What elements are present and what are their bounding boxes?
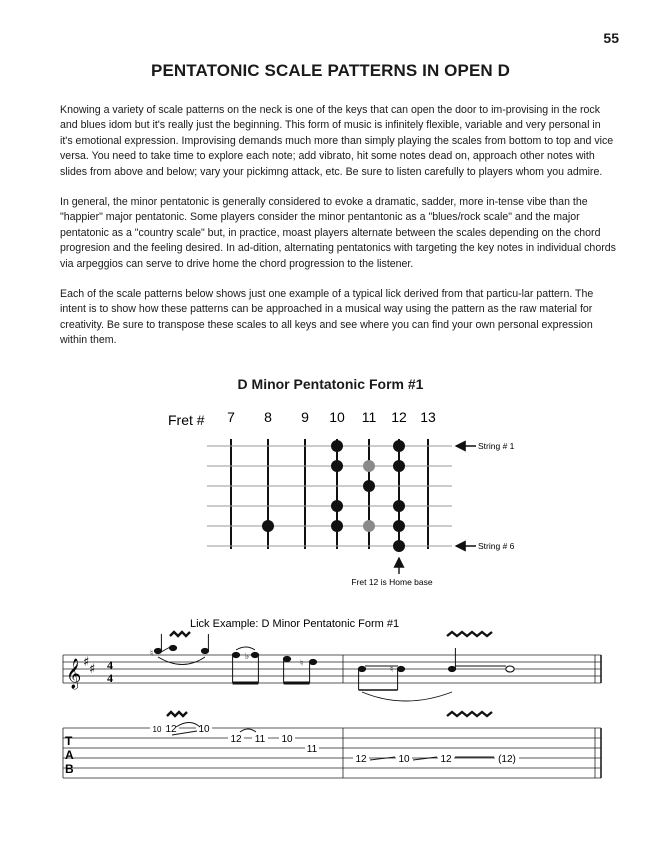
svg-text:♮: ♮ <box>150 649 154 659</box>
tab-number: 10 <box>398 754 410 765</box>
scale-note-dot <box>393 500 405 512</box>
string-6-label: String # 6 <box>478 541 515 551</box>
fret-number: 7 <box>227 409 235 425</box>
tab-number: 10 <box>281 734 293 745</box>
scale-note-dot <box>331 500 343 512</box>
tab-number: 12 <box>230 734 242 745</box>
vibrato-mark <box>447 632 492 636</box>
page-number: 55 <box>603 30 619 46</box>
page-title: PENTATONIC SCALE PATTERNS IN OPEN D <box>151 61 510 80</box>
lick-title: Lick Example: D Minor Pentatonic Form #1 <box>190 618 400 630</box>
fret-number: 13 <box>420 409 436 425</box>
tab-number: 11 <box>254 734 266 745</box>
scale-note-dot <box>262 520 274 532</box>
time-signature-top: 4 <box>107 658 113 672</box>
treble-clef-icon: 𝄞 <box>66 659 82 689</box>
fret-number: 8 <box>264 409 272 425</box>
scale-note-dot <box>331 460 343 472</box>
lick-example <box>63 618 601 778</box>
note-head <box>232 652 239 657</box>
scale-note-dot <box>393 520 405 532</box>
fret-number: 12 <box>391 409 407 425</box>
vibrato-mark <box>167 712 187 716</box>
note-head <box>309 659 316 664</box>
home-base-label: Fret 12 is Home base <box>351 577 433 587</box>
sharp-icon: ♯ <box>83 655 90 670</box>
scale-note-dot <box>363 460 375 472</box>
tab-letter: B <box>65 762 74 776</box>
tab-number: 11 <box>306 744 318 755</box>
tab-letter: T <box>65 734 73 748</box>
tab-number: 12 <box>165 724 177 735</box>
svg-text:♮: ♮ <box>390 665 394 675</box>
paragraph: In general, the minor pentatonic is generally considered to evoke a dramatic, sadder, more in-tense vibe than the "happier" major pentatonic. Some players consider the minor pentantonic as a "blues/rock scale" and the major pentatonic as a "country scale" but, in practice, moast players alternate between the scales depending on the chord progresion and the feeling desired. In ad-dition, alternating pentatonics with targeting the key notes in individual chords via arpeggios can serve to drive home the chord progression to the listener. <box>60 196 616 270</box>
tab-number: 12 <box>440 754 452 765</box>
note-head <box>169 645 176 650</box>
fret-number: 11 <box>361 409 377 425</box>
note-head <box>201 648 208 653</box>
scale-note-dot <box>363 520 375 532</box>
scale-note-dot <box>393 460 405 472</box>
paragraph: Knowing a variety of scale patterns on the neck is one of the keys that can open the door to im-provising in the rock and blues idom but it's really just the beginning. This form of music is infinitely flexible, variable and very personal in it's emotional expression. Improvising demands much more than simply playing the scales from bottom to top and vice versa. You need to take time to explore each note; add vibrato, hit some notes dead on, approach other notes with slides from above and below; vary your pickimng attack, etc. Be sure to listen carefully to players whom you admire. <box>60 104 614 178</box>
scale-note-dot <box>331 440 343 452</box>
note-head <box>251 652 258 657</box>
vibrato-mark <box>447 712 492 716</box>
tab-number: 10 <box>152 725 162 734</box>
scale-note-dot <box>393 540 405 552</box>
scale-note-dot <box>393 440 405 452</box>
notes-measure-2 <box>358 648 514 701</box>
svg-text:♮: ♮ <box>300 659 304 669</box>
string-1-label: String # 1 <box>478 441 515 451</box>
scale-note-dot <box>331 520 343 532</box>
fretboard-diagram <box>168 409 515 587</box>
fretboard-diagram-title: D Minor Pentatonic Form #1 <box>237 376 424 392</box>
note-head <box>283 656 290 661</box>
tab-letter: A <box>65 748 74 762</box>
scale-note-dot <box>363 480 375 492</box>
vibrato-mark <box>170 632 190 636</box>
fret-number: 10 <box>329 409 345 425</box>
note-head <box>154 648 161 653</box>
svg-text:♭: ♭ <box>245 652 250 662</box>
paragraph: Each of the scale patterns below shows just one example of a typical lick derived from that particu-lar pattern. The intent is to show how these patterns can be approached in a musical way using the pattern as the raw material for creativity. Be sure to transpose these scales to all keys and see where you can find your own personal expression within them. <box>60 288 594 347</box>
standard-notation-staff <box>63 655 601 683</box>
tab-number: 12 <box>355 754 367 765</box>
fret-number: 9 <box>301 409 309 425</box>
tablature-staff <box>63 728 601 778</box>
time-signature-bottom: 4 <box>107 671 113 685</box>
sharp-icon: ♯ <box>89 662 96 677</box>
tab-number: 10 <box>198 724 210 735</box>
fret-number-label: Fret # <box>168 412 205 428</box>
tab-number: (12) <box>498 754 516 765</box>
